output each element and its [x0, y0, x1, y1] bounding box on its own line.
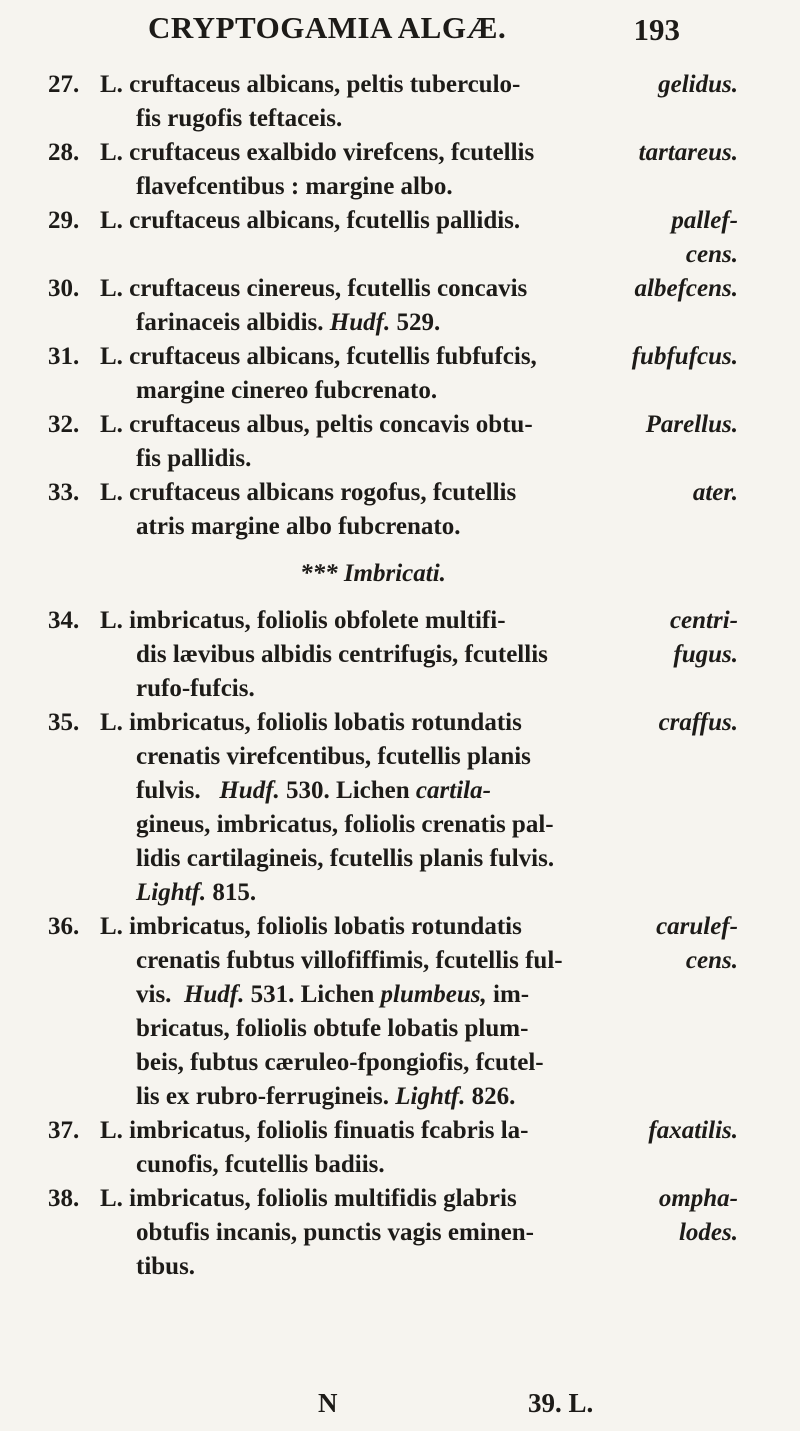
reference-author: Hudf.: [329, 309, 391, 336]
synonym-name: plumbeus,: [380, 981, 487, 1008]
entry-text: beis, fubtus cæruleo-fpongiofis, fcutel-: [136, 1049, 544, 1076]
entry-text: L. cruftaceus cinereus, fcutellis concavis: [100, 275, 528, 302]
species-name-cont: lodes.: [678, 1219, 738, 1246]
entry-text: im-: [493, 981, 530, 1008]
entry-text: crenatis virefcentibus, fcutellis planis: [136, 743, 531, 770]
entry-text: bricatus, foliolis obtufe lobatis plum-: [136, 1015, 529, 1042]
entry-text: L. imbricatus, foliolis finuatis fcabris la-: [100, 1117, 529, 1144]
entry-text: L. cruftaceus albicans, fcutellis fubfufcis,: [100, 343, 537, 370]
entry-text: L. cruftaceus albicans, fcutellis pallidis.: [100, 207, 521, 234]
species-name: craffus.: [658, 709, 738, 736]
reference-number: 815.: [212, 879, 257, 906]
species-name: tartareus.: [638, 139, 738, 166]
entry-36: [48, 910, 738, 1114]
reference-author: Hudf.: [219, 777, 280, 804]
entry-text: L. cruftaceus albus, peltis concavis obtu-: [100, 411, 533, 438]
species-name: fubfufcus.: [631, 343, 738, 370]
entry-34: [48, 604, 738, 706]
entry-number: 27.: [48, 71, 80, 98]
section-heading: [48, 544, 738, 604]
entry-text: dis lævibus albidis centrifugis, fcutellis: [136, 641, 548, 668]
entry-35: [48, 706, 738, 910]
entry-text: fis rugofis teftaceis.: [136, 105, 343, 132]
entry-text: L. imbricatus, foliolis multifidis glabris: [100, 1185, 517, 1212]
entry-text: lidis cartilagineis, fcutellis planis fulvis.: [136, 845, 555, 872]
entry-text: L. cruftaceus exalbido virefcens, fcutellis: [100, 139, 535, 166]
section-title: Imbricati.: [343, 560, 446, 587]
entry-number: 30.: [48, 275, 80, 302]
entry-text: L. imbricatus, foliolis lobatis rotundatis: [100, 709, 522, 736]
entry-text: gineus, imbricatus, foliolis crenatis pal-: [136, 811, 554, 838]
species-name: gelidus.: [658, 71, 738, 98]
species-name: Parellus.: [645, 411, 738, 438]
entry-text: vis.: [136, 981, 172, 1008]
species-name-cont: cens.: [685, 947, 738, 974]
catchword: 39. L.: [528, 1388, 594, 1418]
entry-text: lis ex rubro-ferrugineis.: [136, 1083, 389, 1110]
entry-number: 35.: [48, 709, 80, 736]
page-number: 193: [633, 12, 680, 47]
entry-30: [48, 272, 738, 340]
entry-number: 33.: [48, 479, 80, 506]
species-name-cont: fugus.: [673, 641, 738, 668]
entry-text: flavefcentibus : margine albo.: [136, 173, 453, 200]
reference-author: Hudf.: [183, 981, 245, 1008]
entry-text: L. imbricatus, foliolis lobatis rotundatis: [100, 913, 522, 940]
species-name: faxatilis.: [648, 1117, 738, 1144]
species-name: ater.: [692, 479, 738, 506]
reference-author: Lightf.: [136, 879, 207, 906]
species-list: [48, 68, 738, 1284]
reference-author: Lightf.: [395, 1083, 466, 1110]
entry-text: L. cruftaceus albicans rogofus, fcutellis: [100, 479, 517, 506]
entry-text: fis pallidis.: [136, 445, 252, 472]
species-name-cont: cens.: [685, 241, 738, 268]
entry-number: 32.: [48, 411, 80, 438]
entry-number: 37.: [48, 1117, 80, 1144]
species-name: centri-: [669, 607, 738, 634]
reference-text: 530. Lichen: [286, 777, 410, 804]
entry-number: 28.: [48, 139, 80, 166]
entry-text: tibus.: [136, 1253, 196, 1280]
entry-text: obtufis incanis, punctis vagis eminen-: [136, 1219, 534, 1246]
entry-number: 29.: [48, 207, 80, 234]
entry-38: [48, 1182, 738, 1284]
entry-text: L. cruftaceus albicans, peltis tuberculo-: [100, 71, 521, 98]
species-name: pallef-: [671, 207, 738, 234]
species-name: albefcens.: [634, 275, 738, 302]
entry-text: L. imbricatus, foliolis obfolete multifi-: [100, 607, 506, 634]
entry-text: farinaceis albidis.: [136, 309, 324, 336]
species-name: carulef-: [656, 913, 738, 940]
entry-28: [48, 136, 738, 204]
entry-number: 34.: [48, 607, 80, 634]
entry-37: [48, 1114, 738, 1182]
entry-text: rufo-fufcis.: [136, 675, 255, 702]
entry-31: [48, 340, 738, 408]
entry-33: [48, 476, 738, 544]
entry-text: crenatis fubtus villofiffimis, fcutellis ful-: [136, 947, 563, 974]
entry-number: 36.: [48, 913, 80, 940]
entry-text: cunofis, fcutellis badiis.: [136, 1151, 385, 1178]
running-title: CRYPTOGAMIA ALGÆ.: [148, 10, 507, 45]
reference-number: 826.: [471, 1083, 516, 1110]
entry-text: atris margine albo fubcrenato.: [136, 513, 461, 540]
entry-number: 31.: [48, 343, 80, 370]
species-name: ompha-: [658, 1185, 738, 1212]
entry-27: [48, 68, 738, 136]
entry-32: [48, 408, 738, 476]
signature-mark: N: [318, 1388, 338, 1418]
page-footer: [0, 1388, 800, 1428]
synonym-name: cartila-: [415, 777, 491, 804]
entry-29: [48, 204, 738, 272]
page-header: [0, 0, 800, 60]
entry-text: fulvis.: [136, 777, 201, 804]
entry-number: 38.: [48, 1185, 80, 1212]
reference-text: 531. Lichen: [250, 981, 375, 1008]
entry-text: margine cinereo fubcrenato.: [136, 377, 438, 404]
section-stars: ***: [300, 560, 338, 587]
reference-number: 529.: [396, 309, 441, 336]
